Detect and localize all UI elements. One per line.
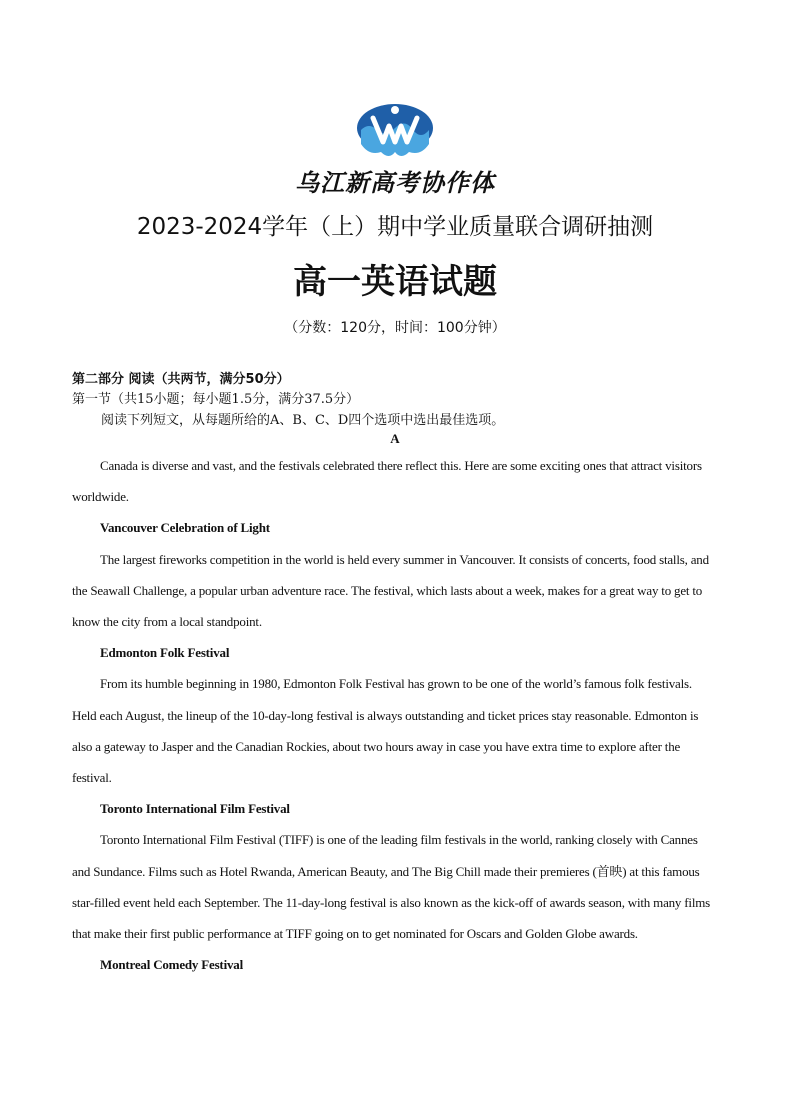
wave-logo-icon (355, 100, 435, 162)
passage-body (72, 450, 712, 980)
passage-letter: A (390, 431, 400, 446)
exam-subject: 高一英语试题 (293, 262, 497, 302)
part-heading: 第二部分 阅读（共两节，满分50分） (72, 372, 290, 387)
festival-title: Vancouver Celebration of Light (100, 520, 270, 536)
logo (0, 100, 790, 162)
subsection-heading: 第一节（共15小题；每小题1.5分，满分37.5分） (72, 392, 360, 407)
festival-title: Montreal Comedy Festival (100, 957, 243, 973)
instruction: 阅读下列短文，从每题所给的A、B、C、D四个选项中选出最佳选项。 (101, 413, 505, 428)
festival-text: From its humble beginning in 1980, Edmonton Folk Festival has grown to be one of the world’s famous folk festivals. Held each August, the lineup of the 10-day-long festival is always outstanding and ticket prices stay reasonable. Edmonton is also a gateway to Jasper and the Canadian Rockies, about two hours away in case you have extra time to explore after the festival. (72, 676, 699, 786)
festival-title: Toronto International Film Festival (100, 801, 290, 817)
festival-text: Toronto International Film Festival (TIFF) is one of the leading film festivals in the world, ranking closely with Cannes and Sundance. Films such as Hotel Rwanda, American Beauty, and The Big Chill made their premieres (首映) at this famous star-filled event held each September. The 11-day-long festival is also known as the kick-off of awards season, with many films that make their first public performance at TIFF going on to get nominated for Oscars and Golden Globe awards. (72, 832, 711, 942)
score-time-line: （分数：120分，时间：100分钟） (284, 320, 506, 336)
festival-title: Edmonton Folk Festival (100, 645, 230, 661)
festival-text: The largest fireworks competition in the world is held every summer in Vancouver. It consists of concerts, food stalls, and the Seawall Challenge, a popular urban adventure race. The festival, which lasts about a week, makes for a great way to get to know the city from a local standpoint. (72, 551, 709, 630)
logo-text: 乌江新高考协作体 (295, 169, 495, 197)
exam-title: 2023-2024学年（上）期中学业质量联合调研抽测 (136, 214, 654, 240)
passage-intro: Canada is diverse and vast, and the festivals celebrated there reflect this. Here are some exciting ones that attract visitors worldwide. (72, 458, 702, 505)
